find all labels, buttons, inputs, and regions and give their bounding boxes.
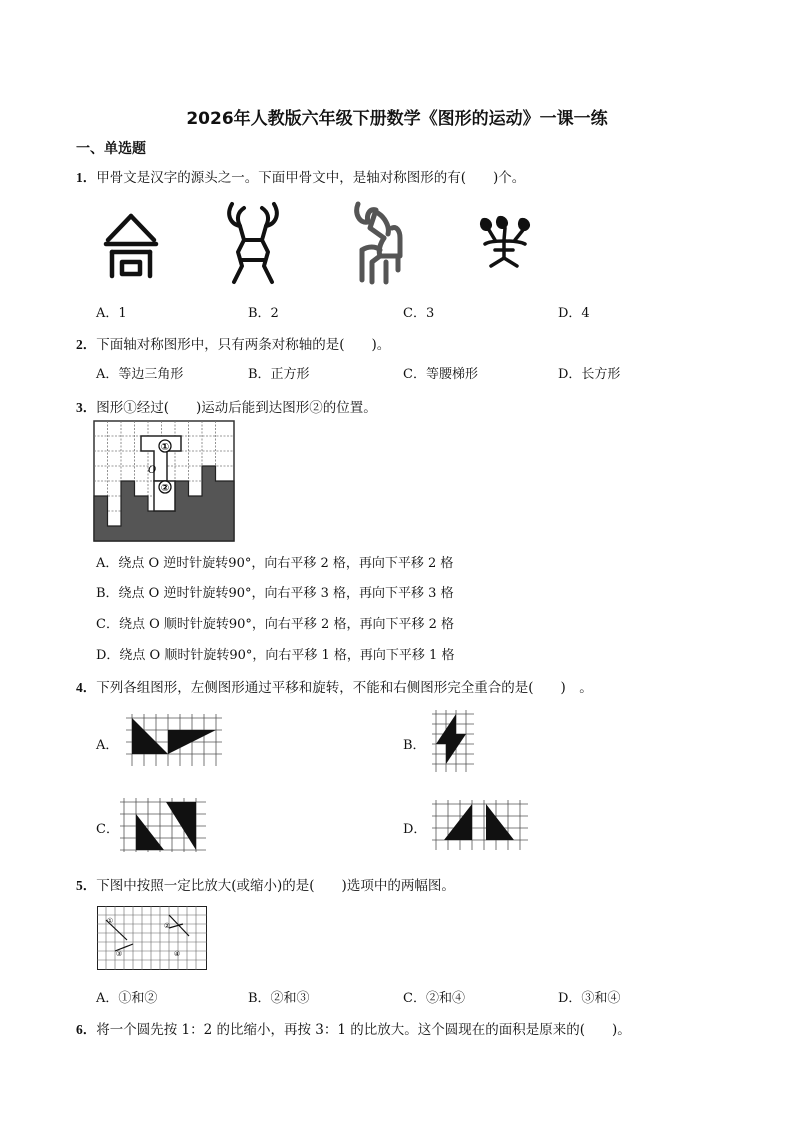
question-text: 将一个圆先按 1：2 的比缩小，再按 3：1 的比放大。这个圆现在的面积是原来的( )。 <box>96 1022 631 1038</box>
question-number: 3． <box>76 400 97 415</box>
question-text: 甲骨文是汉字的源头之一。下面甲骨文中，是轴对称图形的有( )个。 <box>96 170 526 186</box>
q2-option-d[interactable]: D．长方形 <box>558 367 621 382</box>
q4-figure-a <box>126 714 222 766</box>
q4-option-a[interactable]: A． <box>96 738 119 753</box>
q4-figure-d <box>432 800 528 850</box>
q3-option-d[interactable]: D．绕点 O 顺时针旋转90°，向右平移 1 格，再向下平移 1 格 <box>96 648 455 663</box>
q5-label-4: ④ <box>173 950 181 958</box>
q5-label-2: ② <box>163 922 171 930</box>
question-text: 下面轴对称图形中，只有两条对称轴的是( )。 <box>96 337 391 353</box>
question-6 <box>76 1018 631 1038</box>
question-2 <box>76 333 390 353</box>
question-number: 1． <box>76 170 97 185</box>
question-5 <box>76 874 455 894</box>
q5-label-1: ① <box>106 917 114 925</box>
oracle-glyph-4 <box>477 214 531 272</box>
oracle-glyph-2 <box>222 200 284 288</box>
q3-label-shape-1: ① <box>160 442 170 453</box>
q2-option-a[interactable]: A．等边三角形 <box>96 367 184 382</box>
q4-figure-c <box>120 798 206 852</box>
q1-option-a[interactable]: A．1 <box>96 306 127 321</box>
question-text: 下图中按照一定比放大(或缩小)的是( )选项中的两幅图。 <box>96 878 455 894</box>
q2-option-c[interactable]: C．等腰梯形 <box>403 367 478 382</box>
question-4 <box>76 676 593 696</box>
q5-option-b[interactable]: B．②和③ <box>248 991 310 1006</box>
q4-option-d[interactable]: D． <box>403 822 427 837</box>
question-1 <box>76 166 525 186</box>
q4-option-b[interactable]: B． <box>403 738 426 753</box>
q1-option-c[interactable]: C．3 <box>403 306 435 321</box>
q3-option-b[interactable]: B．绕点 O 逆时针旋转90°，向右平移 3 格，再向下平移 3 格 <box>96 586 454 601</box>
q5-option-a[interactable]: A．①和② <box>96 991 158 1006</box>
question-3 <box>76 396 377 416</box>
q3-grid-figure <box>93 420 235 542</box>
q3-label-shape-2: ② <box>160 483 170 494</box>
question-number: 4． <box>76 680 97 695</box>
q4-figure-b <box>432 710 474 772</box>
q5-grid-figure <box>97 906 207 970</box>
q3-option-c[interactable]: C．绕点 O 顺时针旋转90°，向右平移 2 格，再向下平移 2 格 <box>96 617 454 632</box>
q5-option-d[interactable]: D．③和④ <box>558 991 621 1006</box>
question-number: 2． <box>76 337 97 352</box>
q3-option-a[interactable]: A．绕点 O 逆时针旋转90°，向右平移 2 格，再向下平移 2 格 <box>96 556 454 571</box>
question-number: 6． <box>76 1022 97 1037</box>
q5-label-3: ③ <box>115 950 123 958</box>
q3-label-point-o: O <box>148 465 157 476</box>
q2-option-b[interactable]: B．正方形 <box>248 367 310 382</box>
section-heading: 一、单选题 <box>76 141 146 157</box>
q5-option-c[interactable]: C．②和④ <box>403 991 465 1006</box>
question-number: 5． <box>76 878 97 893</box>
question-text: 图形①经过( )运动后能到达图形②的位置。 <box>96 400 377 416</box>
question-text: 下列各组图形，左侧图形通过平移和旋转，不能和右侧图形完全重合的是( ) 。 <box>96 680 593 696</box>
oracle-glyph-1 <box>102 212 160 282</box>
page-title: 2026年人教版六年级下册数学《图形的运动》一课一练 <box>186 109 608 129</box>
q1-option-d[interactable]: D．4 <box>558 306 590 321</box>
q1-option-b[interactable]: B．2 <box>248 306 279 321</box>
q4-option-c[interactable]: C． <box>96 822 119 837</box>
oracle-glyph-3 <box>350 200 410 285</box>
